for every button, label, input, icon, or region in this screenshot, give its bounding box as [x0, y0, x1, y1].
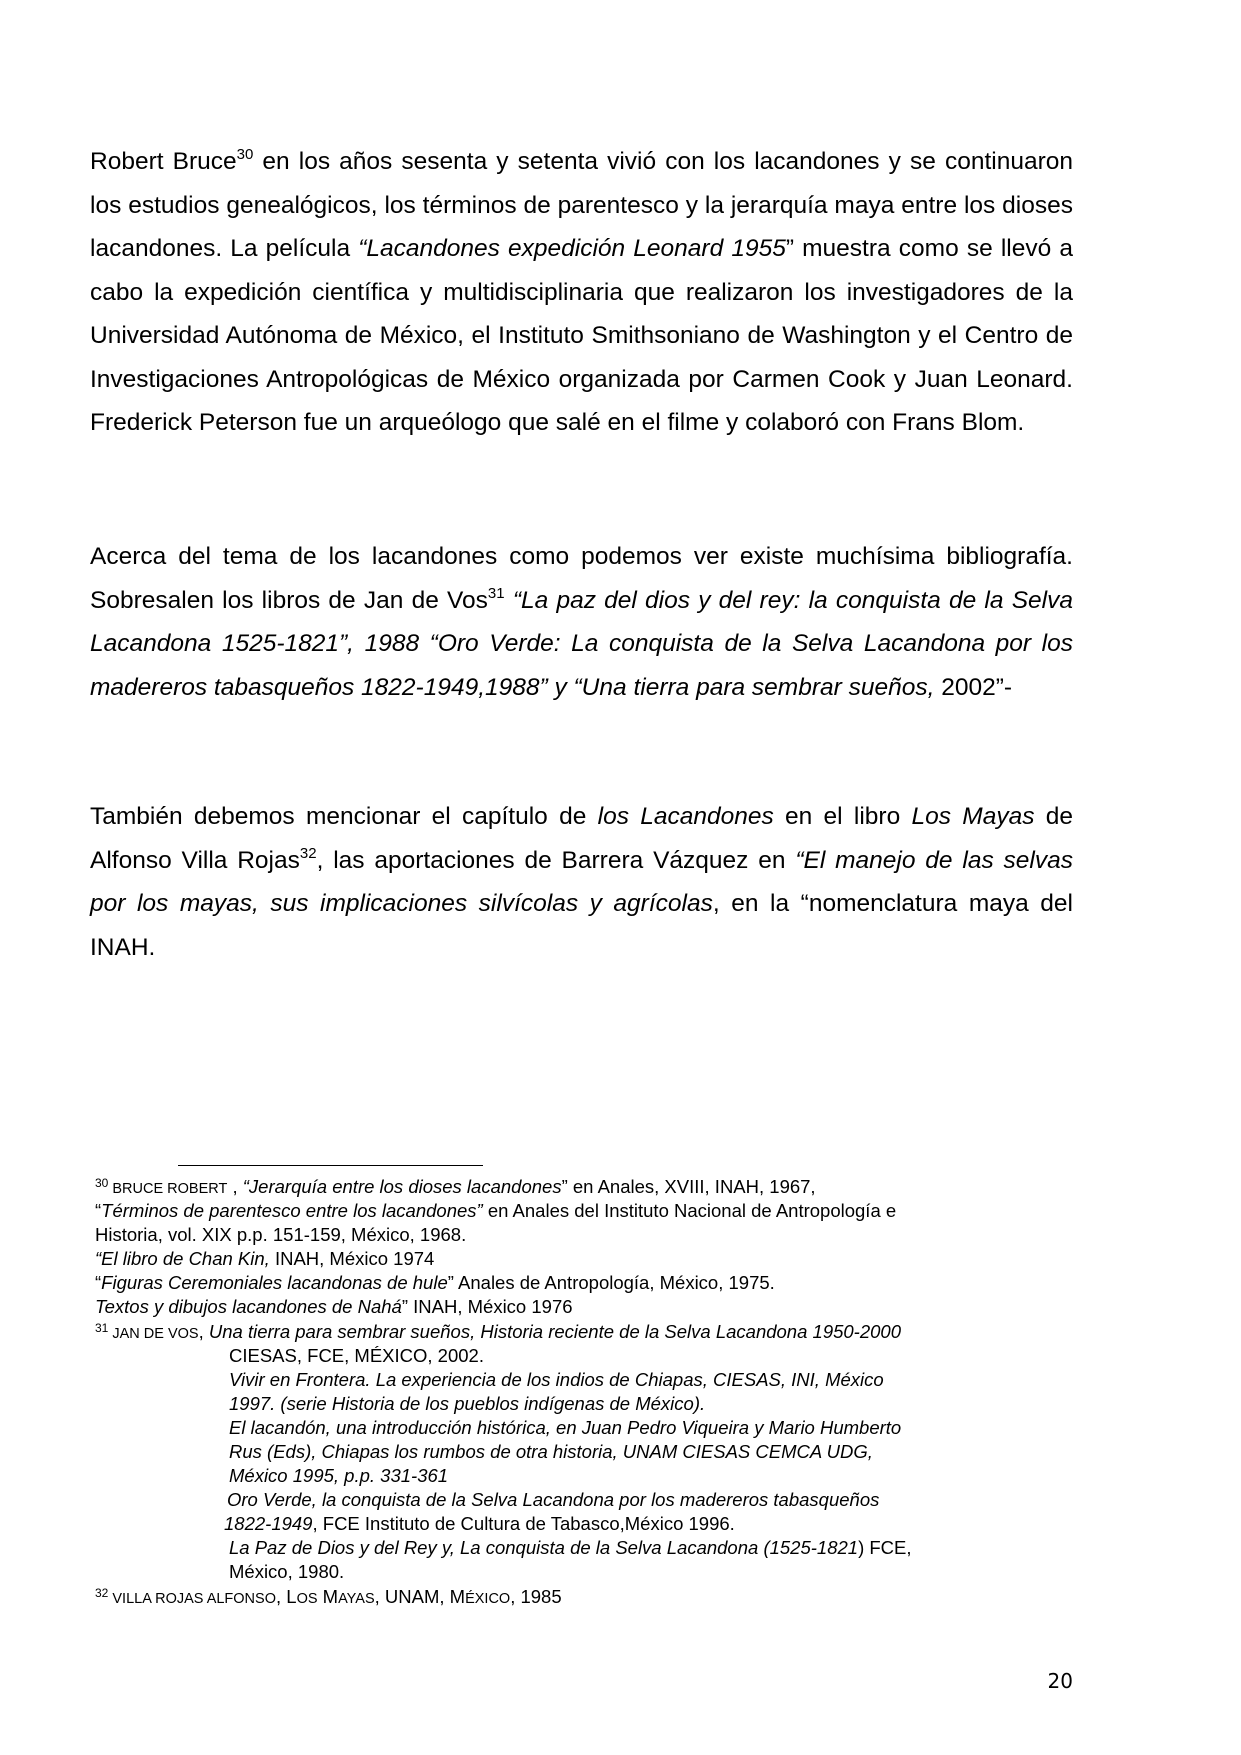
footnote-30-marker: 30 — [95, 1176, 109, 1190]
text-run: en el libro — [773, 803, 912, 830]
footnote-32-line-1: $^{32}$ VILLA ROJAS ALFONSO, LOS MAYAS, UNAM, MÉXICO, 1985 — [95, 1586, 562, 1607]
footnote-31-line-5: El lacandón, una introducción histórica, en Juan Pedro Viqueira y Mario Humberto — [229, 1417, 902, 1438]
footnote-separator — [178, 1165, 483, 1166]
footnote-30-line-3: Historia, vol. XIX p.p. 151-159, México, 1968. — [95, 1224, 467, 1245]
footnote-30-author: BRUCE ROBERT — [108, 1181, 228, 1197]
footnote-31-line-1: $^{31}$ JAN DE VOS, Una tierra para sembrar sueños, Historia reciente de la Selva Lacandona 1950-2000 — [95, 1321, 901, 1342]
page-number: 20 — [1047, 1669, 1073, 1693]
text-run: 2002”- — [934, 673, 1013, 701]
italic-title: los Lacandones — [597, 803, 774, 830]
footnote-31-author: JAN DE VOS — [108, 1326, 199, 1342]
footnote-30-line-1: $^{30}$ BRUCE ROBERT , “Jerarquía entre los dioses lacandones” en Anales, XVIII, INAH, 1967, — [95, 1176, 816, 1197]
text-run — [505, 587, 513, 614]
paragraph-villa-rojas — [90, 795, 1073, 969]
footnote-31-line-8: Oro Verde, la conquista de la Selva Lacandona por los madereros tabasqueños — [227, 1489, 880, 1510]
text-run: , las aportaciones de Barrera Vázquez en — [316, 846, 796, 874]
footnote-31-line-2: CIESAS, FCE, MÉXICO, 2002. — [229, 1345, 484, 1366]
footnote-30-line-5: “Figuras Ceremoniales lacandonas de hule” Anales de Antropología, México, 1975. — [95, 1272, 775, 1293]
paragraph-bibliografia-jan-de-vos — [90, 535, 1073, 709]
footnote-30-line-4: “El libro de Chan Kin, INAH, México 1974 — [95, 1248, 435, 1269]
footnote-32-marker: 32 — [95, 1586, 109, 1600]
text-run: de Alfonso Villa Rojas — [90, 803, 1073, 874]
footnote-31-marker: 31 — [95, 1321, 109, 1335]
italic-title: “Lacandones expedición Leonard 1955 — [358, 235, 786, 262]
text-run: ” muestra como se llevó a cabo la expedición científica y multidisciplinaria que realizaron los investigadores de la Universidad Autónoma de México, el Instituto Smithsoniano de Washington y el Centro de Investigaciones Antropológicas de México organizada por Carmen Cook y Juan Leonard. Frederick Peterson fue un arqueólogo que salé en el filme y colaboró con Frans Blom. — [90, 235, 1073, 436]
footnote-30-line-2: “Términos de parentesco entre los lacandones” en Anales del Instituto Nacional de Antropología e — [95, 1200, 897, 1221]
footnote-reference: 30 — [236, 146, 254, 163]
footnote-31-line-9: 1822-1949, FCE Instituto de Cultura de Tabasco,México 1996. — [224, 1513, 735, 1534]
footnote-30-line-6: Textos y dibujos lacandones de Nahá” INAH, México 1976 — [95, 1296, 573, 1317]
footnote-32-author: VILLA ROJAS ALFONSO — [108, 1591, 276, 1607]
footnote-reference: 32 — [299, 844, 317, 862]
footnote-31-line-10: La Paz de Dios y del Rey y, La conquista de la Selva Lacandona (1525-1821) FCE, — [229, 1537, 912, 1558]
footnote-31-line-6: Rus (Eds), Chiapas los rumbos de otra historia, UNAM CIESAS CEMCA UDG, — [229, 1441, 873, 1462]
paragraph-robert-bruce — [90, 140, 1073, 445]
italic-title: “La paz del dios y del rey: la conquista de la Selva Lacandona 1525-1821”, 1988 “Oro Verde: La conquista de la Selva Lacandona por los madereros tabasqueños 1822-1949,1988” y “Una tierra para sembrar sueños, — [90, 586, 1073, 701]
footnote-31-line-7: México 1995, p.p. 331-361 — [229, 1465, 449, 1486]
italic-title: “El manejo de las selvas por los mayas, sus implicaciones silvícolas y agrícolas — [90, 846, 1073, 917]
italic-title: Los Mayas — [911, 803, 1035, 830]
footnote-31-line-4: 1997. (serie Historia de los pueblos indígenas de México). — [229, 1393, 706, 1414]
text-run: También debemos mencionar el capítulo de — [90, 803, 598, 830]
footnote-31-line-11: México, 1980. — [229, 1561, 345, 1582]
text-run: , en la “nomenclatura maya del INAH. — [90, 890, 1073, 961]
footnote-reference: 31 — [487, 584, 505, 602]
footnote-31-line-3: Vivir en Frontera. La experiencia de los indios de Chiapas, CIESAS, INI, México — [229, 1369, 884, 1390]
text-run: Robert Bruce — [90, 148, 237, 175]
text-run: Acerca del tema de los lacandones como podemos ver existe muchísima bibliografía. Sobresalen los libros de Jan de Vos — [90, 543, 1073, 614]
text-run: en los años sesenta y setenta vivió con los lacandones y se continuaron los estudios genealógicos, los términos de parentesco y la jerarquía maya entre los dioses lacandones. La película — [90, 148, 1073, 262]
